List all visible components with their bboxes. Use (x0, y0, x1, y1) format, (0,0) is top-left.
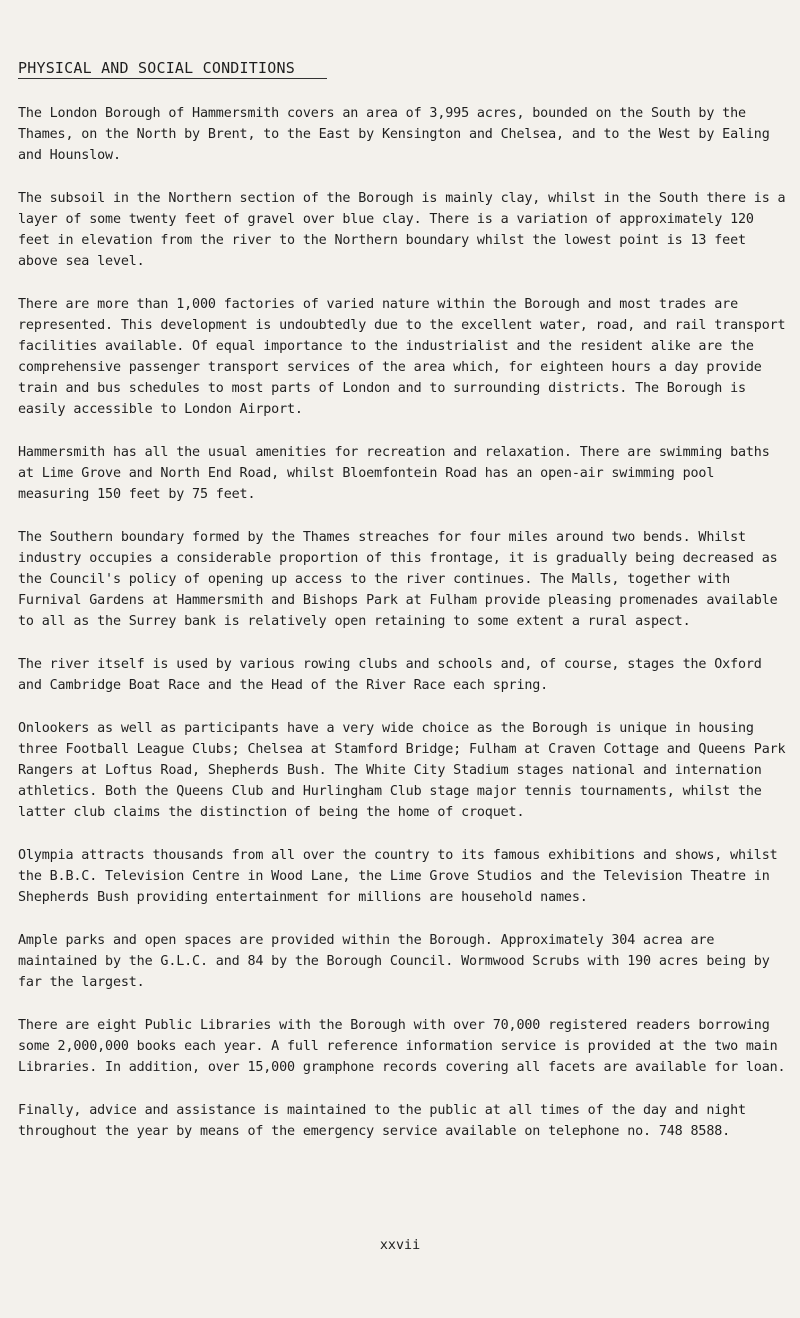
paragraph-amenities: Hammersmith has all the usual amenities for recreation and relaxation. There are swimming baths at Lime Grove and North End Road, whilst Bloemfontein Road has an open-air swimming pool measuring 150 feet by 75 feet. (18, 445, 770, 502)
paragraph-area: The London Borough of Hammersmith covers an area of 3,995 acres, bounded on the South by the Thames, on the North by Brent, to the East by Kensington and Chelsea, and to the West by Ealing and Hounslow. (18, 106, 770, 163)
section-heading: PHYSICAL AND SOCIAL CONDITIONS (18, 59, 327, 79)
paragraph-sport: Onlookers as well as participants have a very wide choice as the Borough is unique in housing three Football League Clubs; Chelsea at Stamford Bridge; Fulham at Craven Cottage and Queens Park Rangers at Loftus Road, Shepherds Bush. The White City Stadium stages national and internation athletics. Both the Queens Club and Hurlingham Club stage major tennis tournaments, whilst the latter club claims the distinction of being the home of croquet. (18, 721, 786, 820)
paragraph-parks: Ample parks and open spaces are provided within the Borough. Approximately 304 acrea are maintained by the G.L.C. and 84 by the Borough Council. Wormwood Scrubs with 190 acres being by far the largest. (18, 933, 770, 990)
paragraph-emergency: Finally, advice and assistance is maintained to the public at all times of the day and night throughout the year by means of the emergency service available on telephone no. 748 8588. (18, 1103, 746, 1139)
paragraph-libraries: There are eight Public Libraries with the Borough with over 70,000 registered readers borrowing some 2,000,000 books each year. A full reference information service is provided at the two main Libraries. In addition, over 15,000 gramphone records covering all facets are available for loan. (18, 1018, 786, 1075)
paragraph-industry: There are more than 1,000 factories of varied nature within the Borough and most trades are represented. This development is undoubtedly due to the excellent water, road, and rail transport facilities available. Of equal importance to the industrialist and the resident alike are the comprehensive passenger transport services of the area which, for eighteen hours a day provide train and bus schedules to most parts of London and to surrounding districts. The Borough is easily accessible to London Airport. (18, 297, 786, 417)
paragraph-entertainment: Olympia attracts thousands from all over the country to its famous exhibitions and shows, whilst the B.B.C. Television Centre in Wood Lane, the Lime Grove Studios and the Television Theatre in Shepherds Bush providing entertainment for millions are household names. (18, 848, 778, 905)
paragraph-river: The river itself is used by various rowing clubs and schools and, of course, stages the Oxford and Cambridge Boat Race and the Head of the River Race each spring. (18, 657, 762, 693)
paragraph-subsoil: The subsoil in the Northern section of the Borough is mainly clay, whilst in the South there is a layer of some twenty feet of gravel over blue clay. There is a variation of approximately 120 feet in elevation from the river to the Northern boundary whilst the lowest point is 13 feet above sea level. (18, 191, 786, 269)
paragraph-southern-boundary: The Southern boundary formed by the Thames streaches for four miles around two bends. Whilst industry occupies a considerable proportion of this frontage, it is gradually being decreased as the Council's policy of opening up access to the river continues. The Malls, together with Furnival Gardens at Hammersmith and Bishops Park at Fulham provide pleasing promenades available to all as the Surrey bank is relatively open retaining to some extent a rural aspect. (18, 530, 778, 629)
page-number: xxvii (379, 1238, 421, 1253)
